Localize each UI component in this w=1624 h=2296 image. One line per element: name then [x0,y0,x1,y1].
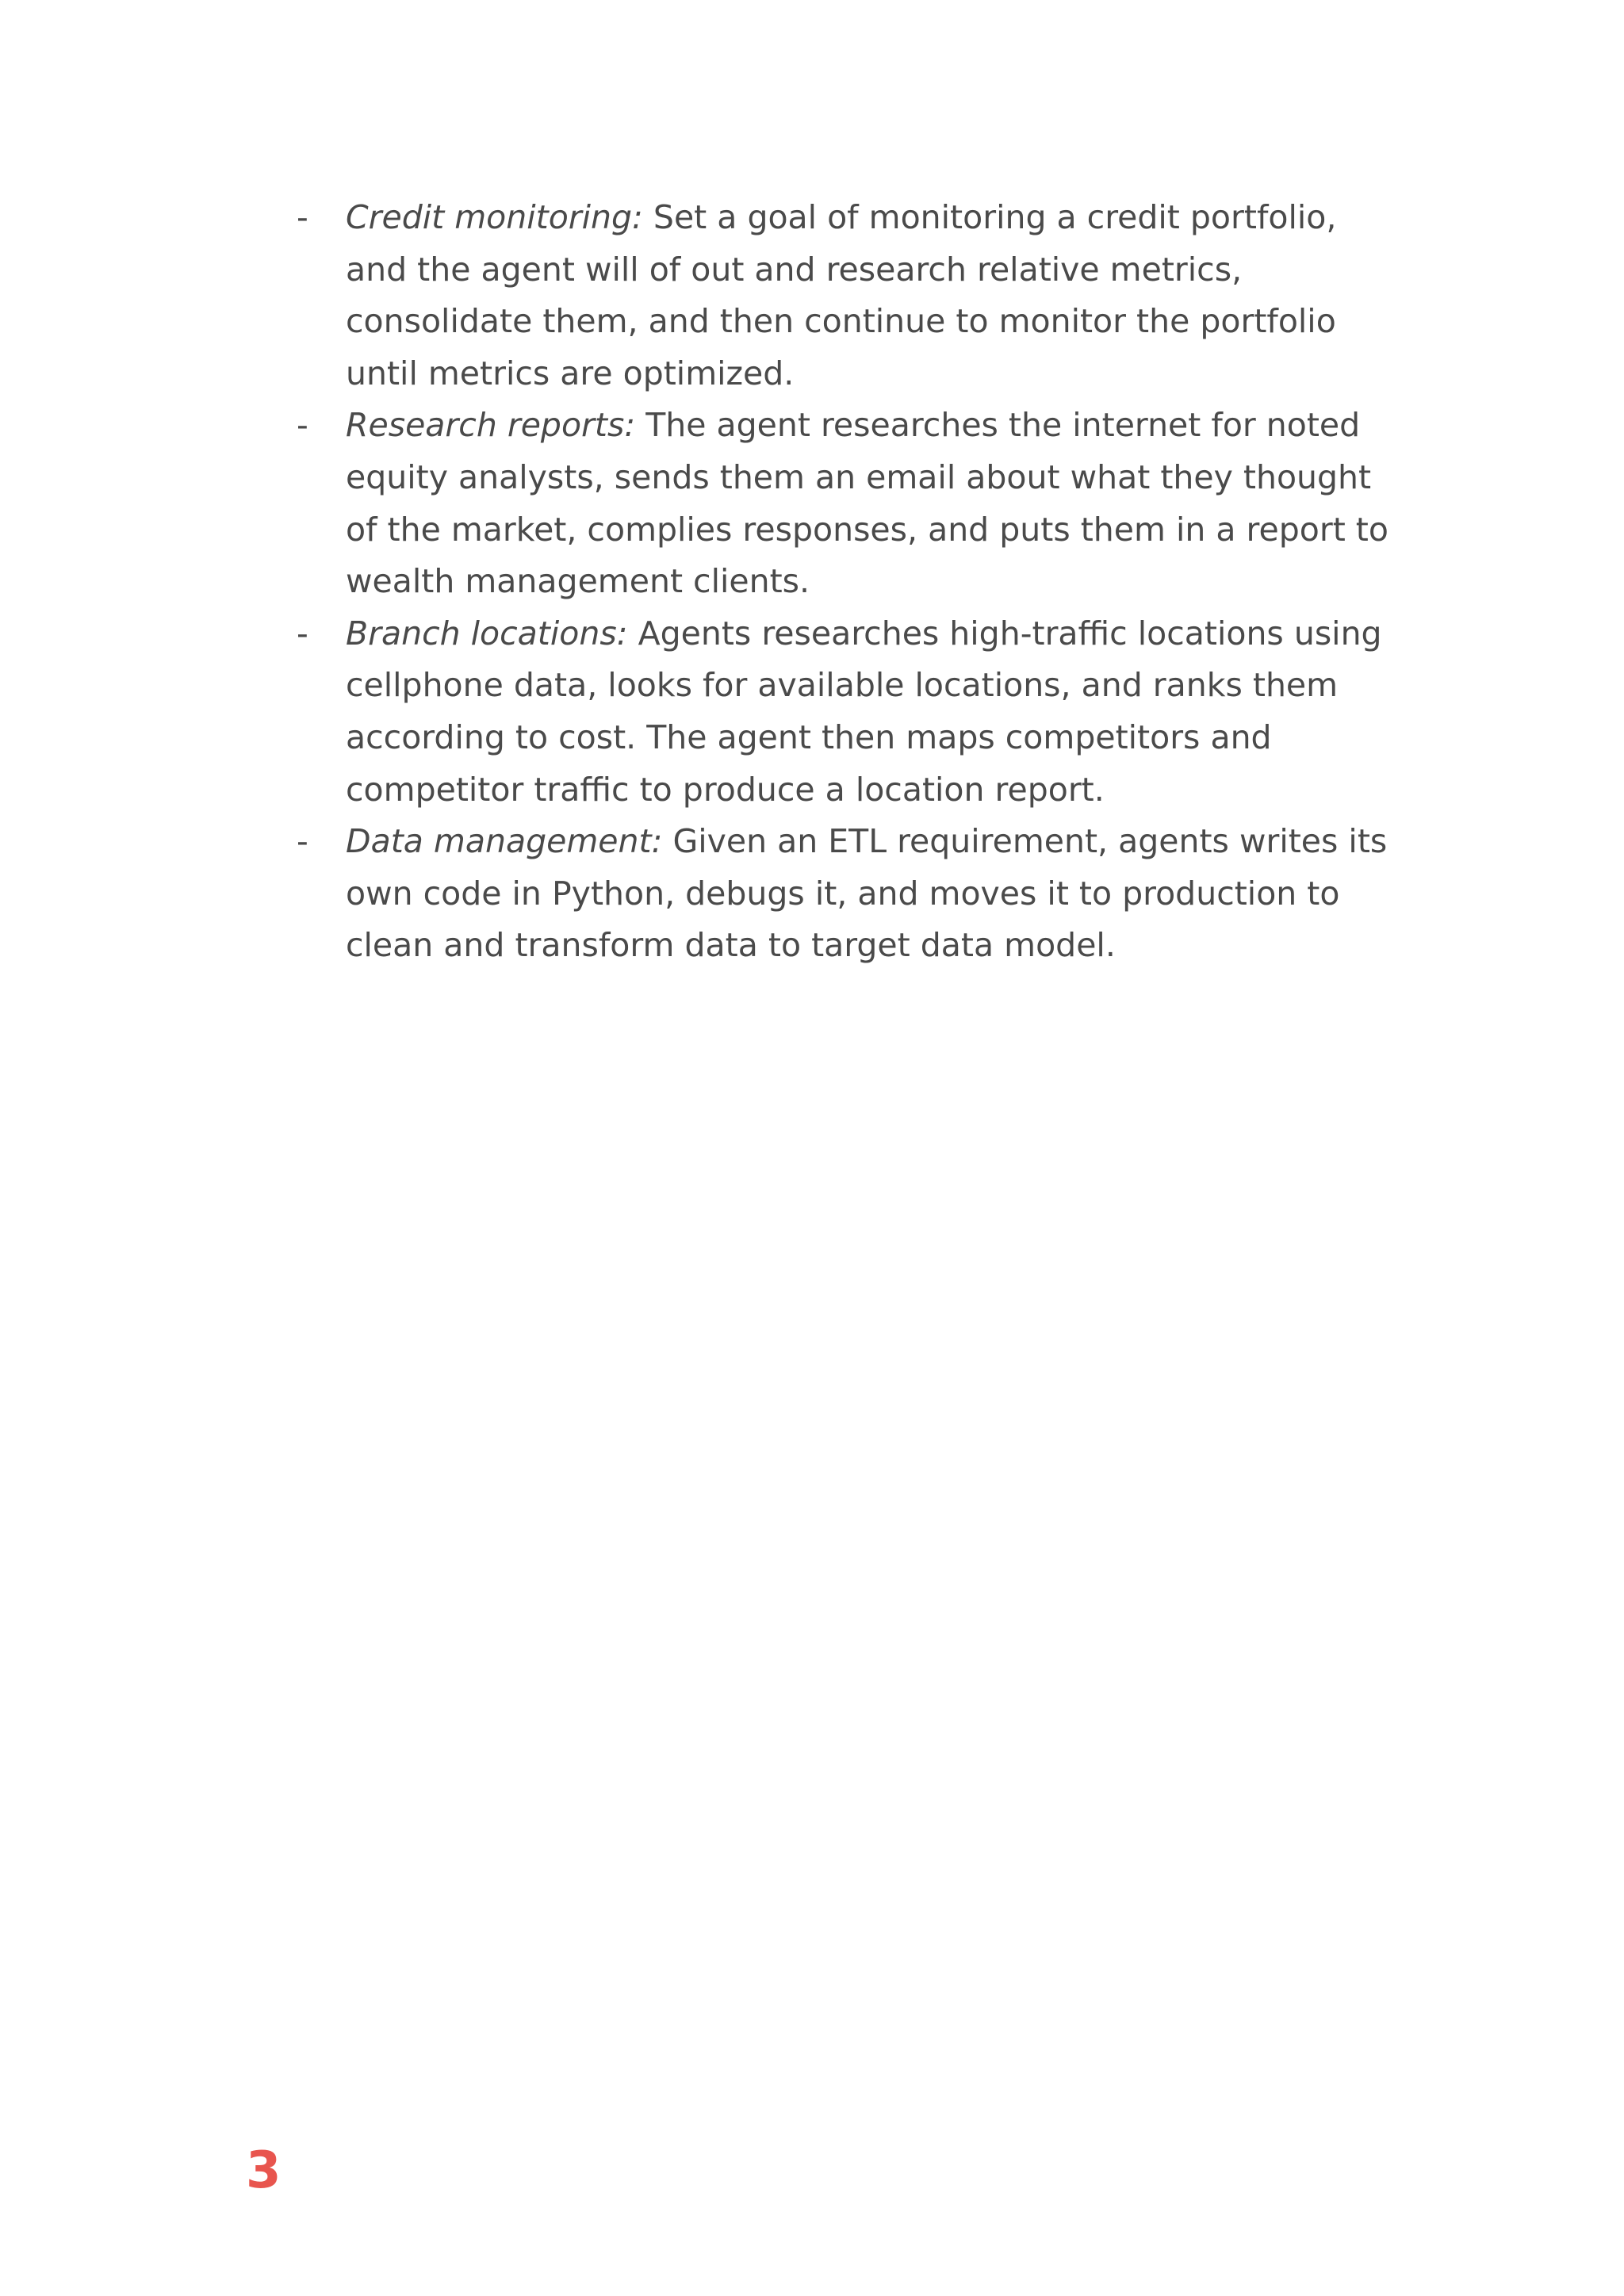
bullet-dash: - [297,822,308,861]
list-item-text: Set a goal of monitoring a credit portfolio, and the agent will of out and research relative metrics, consolidate them, and then continue to monitor the portfolio until metrics are optimized. [346,198,1337,392]
bullet-dash: - [297,406,308,445]
list-item-text: The agent researches the internet for noted equity analysts, sends them an email about what they thought of the market, complies responses, and puts them in a report to wealth management clients. [346,406,1388,601]
list-item-text: Agents researches high-traffic locations using cellphone data, looks for available locations, and ranks them according to cost. The agent then maps competitors and competitor traffic to produce a location report. [346,614,1382,809]
list-item-title: Data management: [346,822,663,861]
bullet-dash: - [297,614,308,652]
use-case-list [297,192,1407,972]
list-item-title: Research reports: [346,406,636,445]
list-item [297,192,1407,400]
page-number: 3 [246,2141,282,2200]
list-item-text: Given an ETL requirement, agents writes its own code in Python, debugs it, and moves it to production to clean and transform data to target data model. [346,822,1388,965]
list-item [297,816,1407,972]
list-item-title: Credit monitoring: [346,198,643,236]
list-item [297,400,1407,607]
list-item-title: Branch locations: [346,614,628,652]
list-item [297,608,1407,816]
bullet-dash: - [297,198,308,236]
